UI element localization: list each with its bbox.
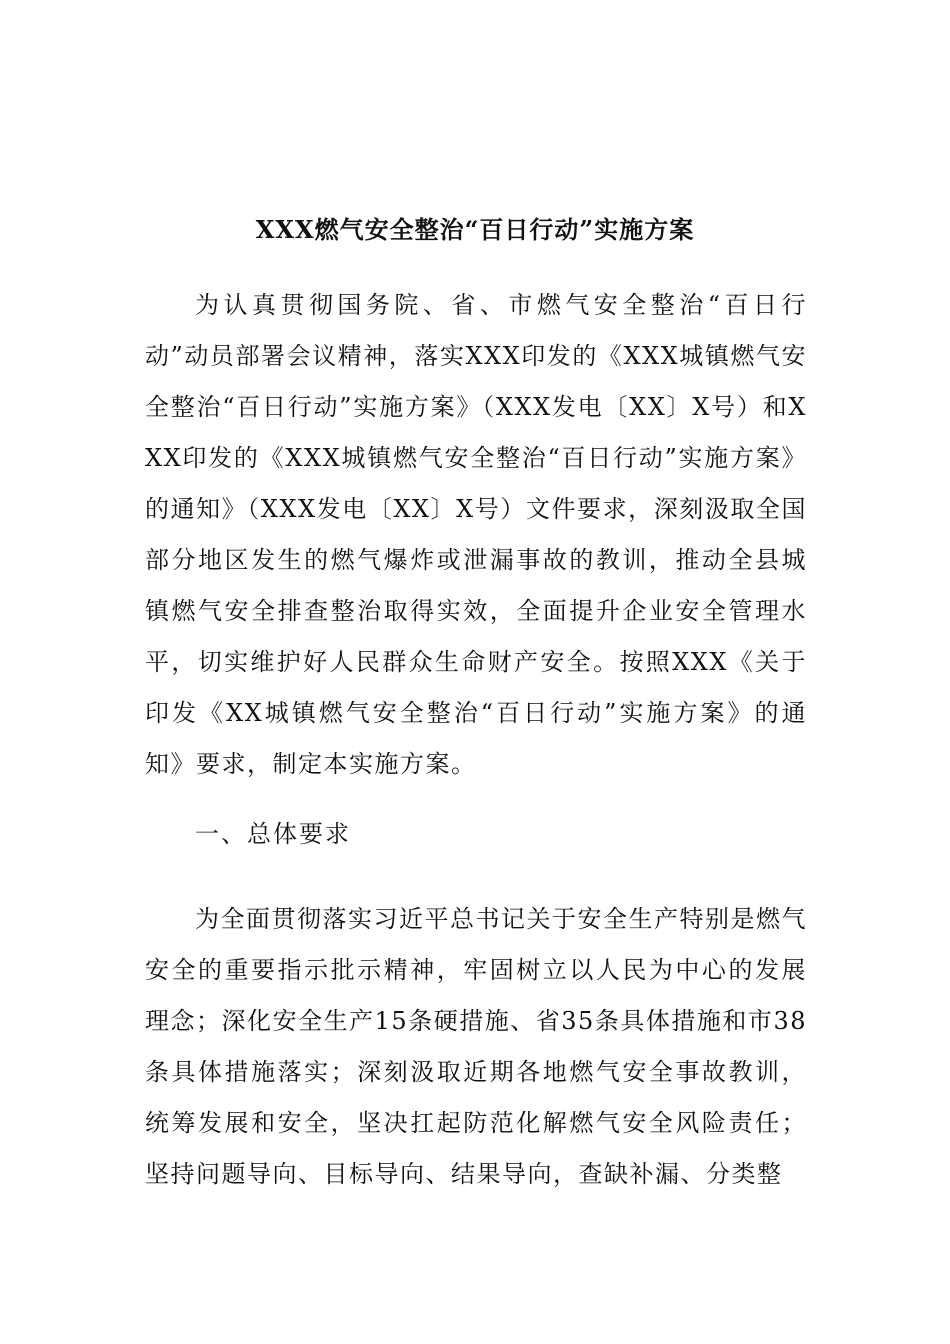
document-title: XXX燃气安全整治“百日行动”实施方案 xyxy=(255,215,695,245)
section-paragraph: 为全面贯彻落实习近平总书记关于安全生产特别是燃气安全的重要指示批示精神，牢固树立以人民为中心的发展理念；深化安全生产15条硬措施、省35条具体措施和市38条具体措施落实；深刻汲取近期各地燃气安全事故教训，统筹发展和安全，坚决扛起防范化解燃气安全风险责任；坚持问题导向、目标导向、结果导向，查缺补漏、分类整 xyxy=(145,905,807,1188)
intro-paragraph: 为认真贯彻国务院、省、市燃气安全整治“百日行动”动员部署会议精神，落实XXX印发的《XXX城镇燃气安全整治“百日行动”实施方案》（XXX发电〔XX〕X号）和XXX印发的《XXX城镇燃气安全整治“百日行动”实施方案》的通知》（XXX发电〔XX〕X号）文件要求，深刻汲取全国部分地区发生的燃气爆炸或泄漏事故的教训，推动全县城镇燃气安全排查整治取得实效，全面提升企业安全管理水平，切实维护好人民群众生命财产安全。按照XXX《关于印发《XX城镇燃气安全整治“百日行动”实施方案》的通知》要求，制定本实施方案。 xyxy=(145,291,807,778)
section-heading: 一、总体要求 xyxy=(195,820,351,848)
